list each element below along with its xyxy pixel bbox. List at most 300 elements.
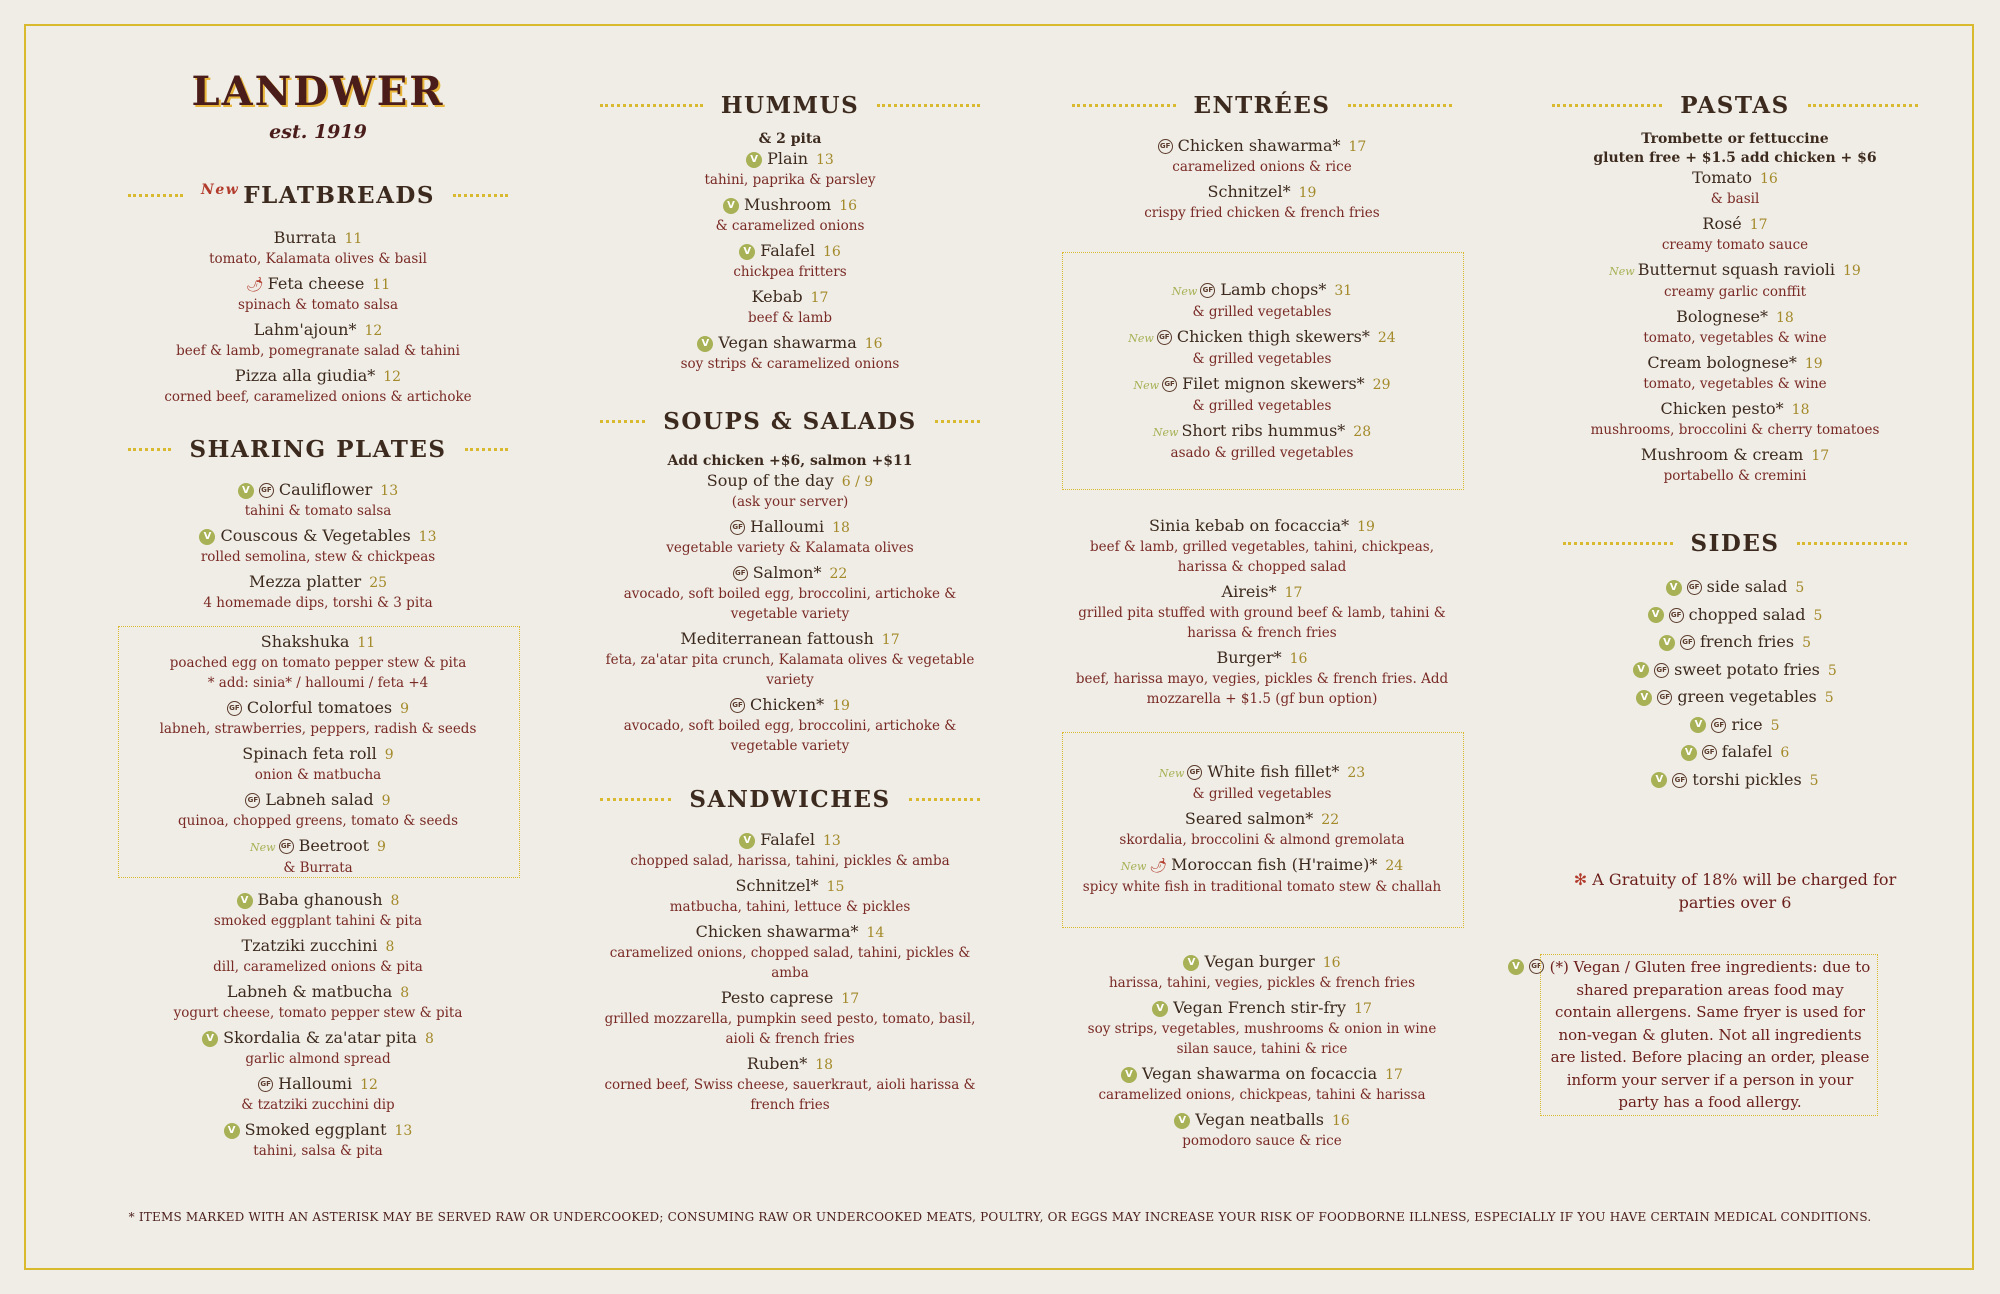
item-description: chickpea fritters bbox=[733, 264, 847, 280]
entrees-list-mid bbox=[1062, 516, 1462, 714]
item-price: 25 bbox=[369, 575, 388, 591]
item-name: Mushroom bbox=[743, 195, 832, 214]
item-name: Lahm'ajoun* bbox=[253, 320, 357, 339]
gratuity-note bbox=[1545, 868, 1925, 914]
entrees-list-bottom bbox=[1062, 952, 1462, 1156]
new-tag: New bbox=[250, 841, 276, 854]
item-price: 19 bbox=[1298, 185, 1317, 201]
pepper-icon: 🌶 bbox=[245, 277, 264, 293]
pepper-icon: 🌶 bbox=[1149, 858, 1168, 874]
menu-item bbox=[1062, 855, 1462, 897]
item-price: 17 bbox=[881, 632, 900, 648]
item-description: & grilled vegetables bbox=[1192, 304, 1332, 320]
item-description: onion & matbucha bbox=[254, 767, 382, 783]
menu-item bbox=[590, 876, 990, 917]
item-name: Vegan burger bbox=[1204, 952, 1315, 971]
item-price: 12 bbox=[383, 369, 402, 385]
asterisk-icon: ✻ bbox=[1573, 870, 1588, 889]
menu-item bbox=[590, 195, 990, 236]
item-price: 11 bbox=[357, 635, 376, 651]
gluten-free-icon: GF bbox=[245, 793, 260, 808]
item-price: 18 bbox=[815, 1057, 834, 1073]
gluten-free-icon: GF bbox=[1711, 718, 1726, 733]
menu-item bbox=[590, 241, 990, 282]
gluten-free-icon: GF bbox=[1162, 377, 1177, 392]
item-price: 5 bbox=[1795, 580, 1805, 596]
item-description: quinoa, chopped greens, tomato & seeds bbox=[177, 813, 458, 829]
sharing-list-bottom bbox=[118, 890, 518, 1166]
item-price: 19 bbox=[832, 698, 850, 714]
item-description: garlic almond spread bbox=[245, 1051, 391, 1067]
section-heading-pastas bbox=[1545, 92, 1925, 119]
item-name: Schnitzel* bbox=[1207, 182, 1291, 201]
item-description: creamy garlic conffit bbox=[1663, 284, 1807, 300]
item-description: yogurt cheese, tomato pepper stew & pita bbox=[173, 1005, 463, 1021]
item-description: & caramelized onions bbox=[715, 218, 865, 234]
menu-item bbox=[1062, 421, 1462, 463]
spacer bbox=[118, 613, 518, 618]
item-price: 18 bbox=[1791, 402, 1810, 418]
item-description: rolled semolina, stew & chickpeas bbox=[200, 549, 436, 565]
item-description: & grilled vegetables bbox=[1192, 786, 1332, 802]
item-name: falafel bbox=[1721, 742, 1773, 761]
menu-item bbox=[118, 1074, 518, 1115]
item-description: beef, harissa mayo, vegies, pickles & french fries. Add bbox=[1075, 671, 1449, 687]
vegan-icon: V bbox=[238, 483, 254, 499]
menu-item bbox=[590, 988, 990, 1049]
vegan-icon: V bbox=[739, 833, 755, 849]
spacer bbox=[590, 374, 990, 379]
item-price: 6 / 9 bbox=[841, 474, 874, 490]
menu-item bbox=[1535, 767, 1935, 795]
item-description: variety bbox=[766, 672, 814, 688]
gluten-free-icon: GF bbox=[279, 839, 294, 854]
gluten-free-icon: GF bbox=[733, 566, 748, 581]
item-description: tahini & tomato salsa bbox=[244, 503, 392, 519]
vegan-icon: V bbox=[697, 336, 713, 352]
menu-item bbox=[118, 698, 518, 739]
menu-item bbox=[1535, 684, 1935, 712]
item-name: chopped salad bbox=[1688, 604, 1806, 624]
vegan-icon: V bbox=[739, 244, 755, 260]
item-price: 17 bbox=[1354, 1001, 1372, 1017]
item-name: Soup of the day bbox=[706, 471, 834, 490]
menu-item bbox=[1535, 260, 1935, 302]
soups-subtitle: Add chicken +$6, salmon +$11 bbox=[667, 453, 913, 469]
item-price: 29 bbox=[1372, 377, 1391, 393]
menu-item bbox=[1535, 712, 1935, 740]
item-price: 5 bbox=[1813, 607, 1823, 624]
item-description: silan sauce, tahini & rice bbox=[1176, 1041, 1348, 1057]
item-name: Chicken pesto* bbox=[1660, 399, 1784, 418]
item-name: Beetroot bbox=[298, 836, 370, 855]
menu-item bbox=[1535, 168, 1935, 209]
menu-item bbox=[1062, 182, 1462, 223]
item-description: caramelized onions & rice bbox=[1172, 159, 1352, 175]
item-name: Shakshuka bbox=[260, 632, 350, 651]
menu-item bbox=[1062, 809, 1462, 850]
menu-item bbox=[1062, 327, 1462, 369]
item-description: avocado, soft boiled egg, broccolini, artichoke & bbox=[623, 718, 957, 734]
hummus-list bbox=[590, 130, 990, 379]
item-description: harissa, tahini, vegies, pickles & french fries bbox=[1108, 975, 1416, 991]
item-price: 24 bbox=[1377, 330, 1396, 346]
item-price: 18 bbox=[832, 520, 850, 536]
gluten-free-icon: GF bbox=[1687, 580, 1702, 595]
menu-item bbox=[590, 471, 990, 512]
item-name: Tzatziki zucchini bbox=[241, 936, 378, 955]
item-name: Seared salmon* bbox=[1184, 809, 1314, 828]
new-tag: New bbox=[1152, 426, 1179, 439]
menu-item bbox=[118, 890, 518, 931]
vegan-icon: V bbox=[1690, 717, 1706, 733]
vegan-icon: V bbox=[723, 198, 739, 214]
gluten-free-icon: GF bbox=[259, 483, 274, 498]
vegan-icon: V bbox=[1508, 959, 1524, 975]
section-heading-hummus bbox=[600, 92, 980, 119]
section-title: HUMMUS bbox=[720, 92, 860, 119]
menu-item bbox=[1062, 374, 1462, 416]
item-description: harissa & french fries bbox=[1187, 625, 1337, 641]
menu-item bbox=[1062, 648, 1462, 709]
item-price: 12 bbox=[360, 1077, 378, 1093]
vegan-icon: V bbox=[1636, 690, 1652, 706]
item-name: Plain bbox=[767, 149, 808, 168]
item-price: 13 bbox=[822, 833, 841, 849]
menu-item bbox=[1535, 445, 1935, 486]
item-price: 23 bbox=[1347, 765, 1366, 781]
vegan-icon: V bbox=[199, 529, 215, 545]
menu-item bbox=[590, 629, 990, 690]
item-name: green vegetables bbox=[1677, 687, 1817, 706]
menu-item bbox=[590, 517, 990, 558]
item-name: french fries bbox=[1700, 632, 1795, 651]
item-name: Vegan shawarma on focaccia bbox=[1142, 1064, 1378, 1083]
pastas-subtitle-1: Trombette or fettuccine bbox=[1641, 131, 1829, 147]
item-description: chopped salad, harissa, tahini, pickles & amba bbox=[630, 853, 950, 869]
spacer bbox=[1062, 463, 1462, 468]
menu-item bbox=[590, 830, 990, 871]
gluten-free-icon: GF bbox=[227, 701, 242, 716]
item-description: feta, za'atar pita crunch, Kalamata olives & vegetable bbox=[605, 652, 975, 668]
item-name: Colorful tomatoes bbox=[246, 698, 393, 717]
item-name: side salad bbox=[1706, 577, 1788, 596]
item-description: & tzatziki zucchini dip bbox=[241, 1097, 395, 1113]
menu-item bbox=[1062, 762, 1462, 804]
menu-item bbox=[1535, 739, 1935, 767]
vegan-icon: V bbox=[1659, 635, 1675, 651]
item-price: 13 bbox=[816, 152, 834, 168]
entrees-list-box2 bbox=[1062, 762, 1462, 902]
item-name: Mediterranean fattoush bbox=[680, 629, 874, 648]
item-name: Spinach feta roll bbox=[242, 744, 377, 763]
item-description: avocado, soft boiled egg, broccolini, artichoke & bbox=[623, 586, 957, 602]
item-description: & grilled vegetables bbox=[1192, 351, 1332, 367]
menu-item bbox=[1062, 582, 1462, 643]
menu-item bbox=[590, 922, 990, 983]
item-description: corned beef, caramelized onions & artichoke bbox=[164, 389, 472, 405]
section-title: SOUPS & SALADS bbox=[663, 408, 917, 435]
menu-item bbox=[118, 1120, 518, 1161]
item-price: 16 bbox=[822, 244, 841, 260]
menu-item bbox=[1535, 629, 1935, 657]
entrees-list-box1 bbox=[1062, 280, 1462, 468]
item-price: 18 bbox=[1776, 310, 1794, 326]
vegan-icon: V bbox=[202, 1031, 218, 1047]
gratuity-text: A Gratuity of 18% will be charged for parties over 6 bbox=[1592, 870, 1897, 912]
item-description: amba bbox=[771, 965, 809, 981]
footer-disclaimer: * ITEMS MARKED WITH AN ASTERISK MAY BE SERVED RAW OR UNDERCOOKED; CONSUMING RAW OR UNDERCOOKED MEATS, POULTRY, OR EGGS MAY INCREASE YOUR RISK OF FOODBORNE ILLNESS, ESPECIALLY IF YOU HAVE CERTAIN MEDICAL CONDITIONS. bbox=[128, 1210, 1872, 1224]
menu-item bbox=[1062, 1064, 1462, 1105]
menu-item bbox=[1062, 952, 1462, 993]
vegan-icon: V bbox=[1633, 662, 1649, 678]
sides-list bbox=[1535, 574, 1935, 794]
item-name: Vegan French stir-fry bbox=[1173, 998, 1347, 1017]
item-price: 16 bbox=[1322, 955, 1341, 971]
item-description: beef & lamb bbox=[747, 310, 833, 326]
item-name: Mezza platter bbox=[248, 572, 362, 591]
menu-item bbox=[590, 149, 990, 190]
hummus-subtitle: & 2 pita bbox=[758, 131, 822, 147]
item-description: labneh, strawberries, peppers, radish & seeds bbox=[159, 721, 477, 737]
item-description: french fries bbox=[750, 1097, 830, 1113]
item-price: 22 bbox=[1321, 812, 1340, 828]
item-description: tahini, paprika & parsley bbox=[704, 172, 876, 188]
item-price: 11 bbox=[344, 231, 363, 247]
item-price: 13 bbox=[380, 483, 399, 499]
item-description: portabello & cremini bbox=[1663, 468, 1807, 484]
new-tag: New bbox=[1128, 332, 1154, 345]
item-price: 24 bbox=[1385, 858, 1404, 874]
item-name: Bolognese* bbox=[1676, 307, 1768, 326]
item-description: tomato, Kalamata olives & basil bbox=[209, 251, 427, 267]
menu-item bbox=[118, 836, 518, 878]
item-price: 9 bbox=[384, 747, 394, 763]
item-price: 31 bbox=[1334, 283, 1353, 299]
item-description: crispy fried chicken & french fries bbox=[1144, 205, 1380, 221]
brand-name: LANDWER bbox=[191, 68, 445, 115]
new-tag: New bbox=[1133, 379, 1160, 392]
item-name: Short ribs hummus* bbox=[1181, 421, 1346, 440]
item-description: smoked eggplant tahini & pita bbox=[213, 913, 423, 929]
item-price: 16 bbox=[1289, 651, 1308, 667]
menu-item bbox=[118, 526, 518, 567]
item-description: vegetable variety bbox=[730, 606, 850, 622]
vegan-icon: V bbox=[1651, 772, 1667, 788]
menu-item bbox=[118, 632, 518, 693]
section-heading-sandwiches bbox=[600, 786, 980, 813]
item-description: beef & lamb, pomegranate salad & tahini bbox=[176, 343, 460, 359]
item-name: Sinia kebab on focaccia* bbox=[1149, 516, 1350, 535]
menu-item bbox=[1535, 307, 1935, 348]
item-name: Aireis* bbox=[1221, 582, 1277, 601]
menu-item bbox=[590, 695, 990, 756]
spacer bbox=[590, 756, 990, 761]
item-name: Labneh salad bbox=[265, 790, 374, 809]
menu-item bbox=[590, 287, 990, 328]
sharing-list-boxed bbox=[118, 632, 518, 883]
spacer bbox=[118, 1161, 518, 1166]
item-description: soy strips & caramelized onions bbox=[680, 356, 900, 372]
gluten-free-icon: GF bbox=[730, 698, 745, 713]
item-description: spinach & tomato salsa bbox=[237, 297, 398, 313]
spacer bbox=[1062, 897, 1462, 902]
menu-item bbox=[118, 480, 518, 521]
item-price: 19 bbox=[1357, 519, 1375, 535]
item-description: grilled mozzarella, pumpkin seed pesto, tomato, basil, bbox=[604, 1011, 976, 1027]
item-price: 12 bbox=[364, 323, 383, 339]
section-title: SANDWICHES bbox=[689, 786, 891, 813]
item-name: Cream bolognese* bbox=[1647, 353, 1797, 372]
item-description: caramelized onions, chickpeas, tahini & harissa bbox=[1098, 1087, 1426, 1103]
new-tag: New bbox=[1158, 767, 1185, 780]
item-name: Filet mignon skewers* bbox=[1182, 374, 1365, 393]
item-name: Rosé bbox=[1702, 214, 1742, 233]
menu-item bbox=[590, 333, 990, 374]
item-description: skordalia, broccolini & almond gremolata bbox=[1119, 832, 1405, 848]
item-description: caramelized onions, chopped salad, tahini, pickles & bbox=[609, 945, 971, 961]
item-description: & Burrata bbox=[283, 860, 353, 876]
section-title: FLATBREADS bbox=[243, 182, 435, 209]
new-tag: New bbox=[1609, 265, 1635, 278]
item-name: Moroccan fish (H'raime)* bbox=[1171, 855, 1378, 874]
menu-item bbox=[1062, 1110, 1462, 1151]
item-name: Pesto caprese bbox=[720, 988, 834, 1007]
gluten-free-icon: GF bbox=[1680, 635, 1695, 650]
brand-logo bbox=[128, 68, 508, 143]
item-name: Butternut squash ravioli bbox=[1637, 260, 1835, 279]
item-price: 6 bbox=[1780, 745, 1790, 761]
item-price: 19 bbox=[1843, 263, 1861, 279]
menu-item bbox=[118, 572, 518, 613]
item-description: & grilled vegetables bbox=[1192, 398, 1332, 414]
brand-est: est. 1919 bbox=[269, 121, 367, 143]
menu-item bbox=[1062, 998, 1462, 1059]
spacer bbox=[1062, 1151, 1462, 1156]
item-price: 17 bbox=[1284, 585, 1303, 601]
item-price: 8 bbox=[424, 1031, 434, 1047]
soups-list bbox=[590, 452, 990, 761]
item-price: 8 bbox=[400, 985, 410, 1001]
item-price: 17 bbox=[1348, 139, 1367, 155]
item-price: 11 bbox=[372, 277, 391, 293]
gluten-free-icon: GF bbox=[1672, 773, 1687, 788]
menu-item bbox=[590, 563, 990, 624]
item-name: Chicken* bbox=[750, 695, 825, 714]
item-price: 19 bbox=[1804, 356, 1823, 372]
item-price: 9 bbox=[377, 839, 386, 855]
item-name: Halloumi bbox=[750, 517, 825, 536]
item-description: tomato, vegetables & wine bbox=[1643, 376, 1827, 392]
item-description: asado & grilled vegetables bbox=[1170, 445, 1354, 461]
flatbreads-list bbox=[128, 228, 508, 412]
vegan-icon: V bbox=[1183, 955, 1199, 971]
item-description: creamy tomato sauce bbox=[1661, 237, 1809, 253]
gluten-free-icon: GF bbox=[1158, 139, 1173, 154]
item-price: 16 bbox=[864, 336, 883, 352]
item-description: corned beef, Swiss cheese, sauerkraut, aioli harissa & bbox=[604, 1077, 976, 1093]
item-name: Pizza alla giudia* bbox=[234, 366, 376, 385]
item-name: Kebab bbox=[751, 287, 803, 306]
item-price: 16 bbox=[839, 198, 858, 214]
item-price: 17 bbox=[1811, 448, 1830, 464]
item-description: beef & lamb, grilled vegetables, tahini, chickpeas, bbox=[1089, 539, 1435, 555]
vegan-icon: V bbox=[1174, 1113, 1190, 1129]
item-name: Baba ghanoush bbox=[257, 890, 383, 909]
item-name: Feta cheese bbox=[267, 274, 365, 293]
section-heading-sharing bbox=[128, 436, 508, 463]
item-name: Burger* bbox=[1216, 648, 1282, 667]
item-description: harissa & chopped salad bbox=[1177, 559, 1347, 575]
item-name: Vegan shawarma bbox=[718, 333, 857, 352]
item-description: grilled pita stuffed with ground beef & lamb, tahini & bbox=[1078, 605, 1446, 621]
vegan-icon: V bbox=[1666, 580, 1682, 596]
item-price: 13 bbox=[394, 1123, 413, 1139]
vegan-icon: V bbox=[1121, 1067, 1137, 1083]
section-title: ENTRÉES bbox=[1193, 92, 1331, 119]
menu-item bbox=[128, 366, 508, 407]
vegan-icon: V bbox=[1152, 1001, 1168, 1017]
item-description: poached egg on tomato pepper stew & pita bbox=[169, 655, 467, 671]
item-price: 17 bbox=[810, 290, 829, 306]
item-name: Falafel bbox=[760, 241, 815, 260]
section-heading-soups bbox=[600, 408, 980, 435]
item-name: Chicken shawarma* bbox=[1177, 136, 1341, 155]
menu-item bbox=[128, 274, 508, 315]
vegan-icon: V bbox=[237, 893, 253, 909]
menu-item bbox=[128, 320, 508, 361]
section-heading-flatbreads bbox=[128, 182, 508, 209]
item-price: 9 bbox=[400, 701, 410, 717]
sharing-list-top bbox=[118, 480, 518, 618]
item-description: mushrooms, broccolini & cherry tomatoes bbox=[1590, 422, 1880, 438]
item-description: vegetable variety & Kalamata olives bbox=[666, 540, 914, 556]
item-name: Smoked eggplant bbox=[244, 1120, 387, 1139]
menu-item bbox=[590, 1054, 990, 1115]
menu-item bbox=[1062, 280, 1462, 322]
gluten-free-icon: GF bbox=[1157, 330, 1172, 345]
item-name: Couscous & Vegetables bbox=[220, 526, 411, 545]
item-name: Burrata bbox=[273, 228, 337, 247]
section-heading-entrees bbox=[1072, 92, 1452, 119]
menu-item bbox=[1535, 353, 1935, 394]
menu-item bbox=[1535, 574, 1935, 602]
item-name: Lamb chops* bbox=[1220, 280, 1327, 299]
item-description: aioli & french fries bbox=[725, 1031, 855, 1047]
item-name: Cauliflower bbox=[278, 480, 373, 499]
item-name: Salmon* bbox=[752, 563, 822, 582]
gluten-free-icon: GF bbox=[1657, 690, 1672, 705]
item-price: 17 bbox=[841, 991, 860, 1007]
item-price: 22 bbox=[829, 566, 848, 582]
spacer bbox=[118, 878, 518, 883]
item-description: matbucha, tahini, lettuce & pickles bbox=[669, 899, 911, 915]
gluten-free-icon: GF bbox=[1529, 959, 1544, 974]
menu-item bbox=[118, 790, 518, 831]
item-name: torshi pickles bbox=[1692, 769, 1802, 789]
item-description: mozzarella + $1.5 (gf bun option) bbox=[1146, 691, 1378, 707]
vegan-icon: V bbox=[1681, 745, 1697, 761]
section-title: SHARING PLATES bbox=[189, 436, 447, 463]
menu-item bbox=[1535, 657, 1935, 685]
item-name: Labneh & matbucha bbox=[226, 982, 393, 1001]
vegan-icon: V bbox=[224, 1123, 240, 1139]
item-price: 5 bbox=[1809, 772, 1819, 789]
item-description: (ask your server) bbox=[731, 494, 849, 510]
item-name: Chicken thigh skewers* bbox=[1176, 327, 1370, 346]
spacer bbox=[590, 1115, 990, 1120]
item-name: Mushroom & cream bbox=[1640, 445, 1804, 464]
